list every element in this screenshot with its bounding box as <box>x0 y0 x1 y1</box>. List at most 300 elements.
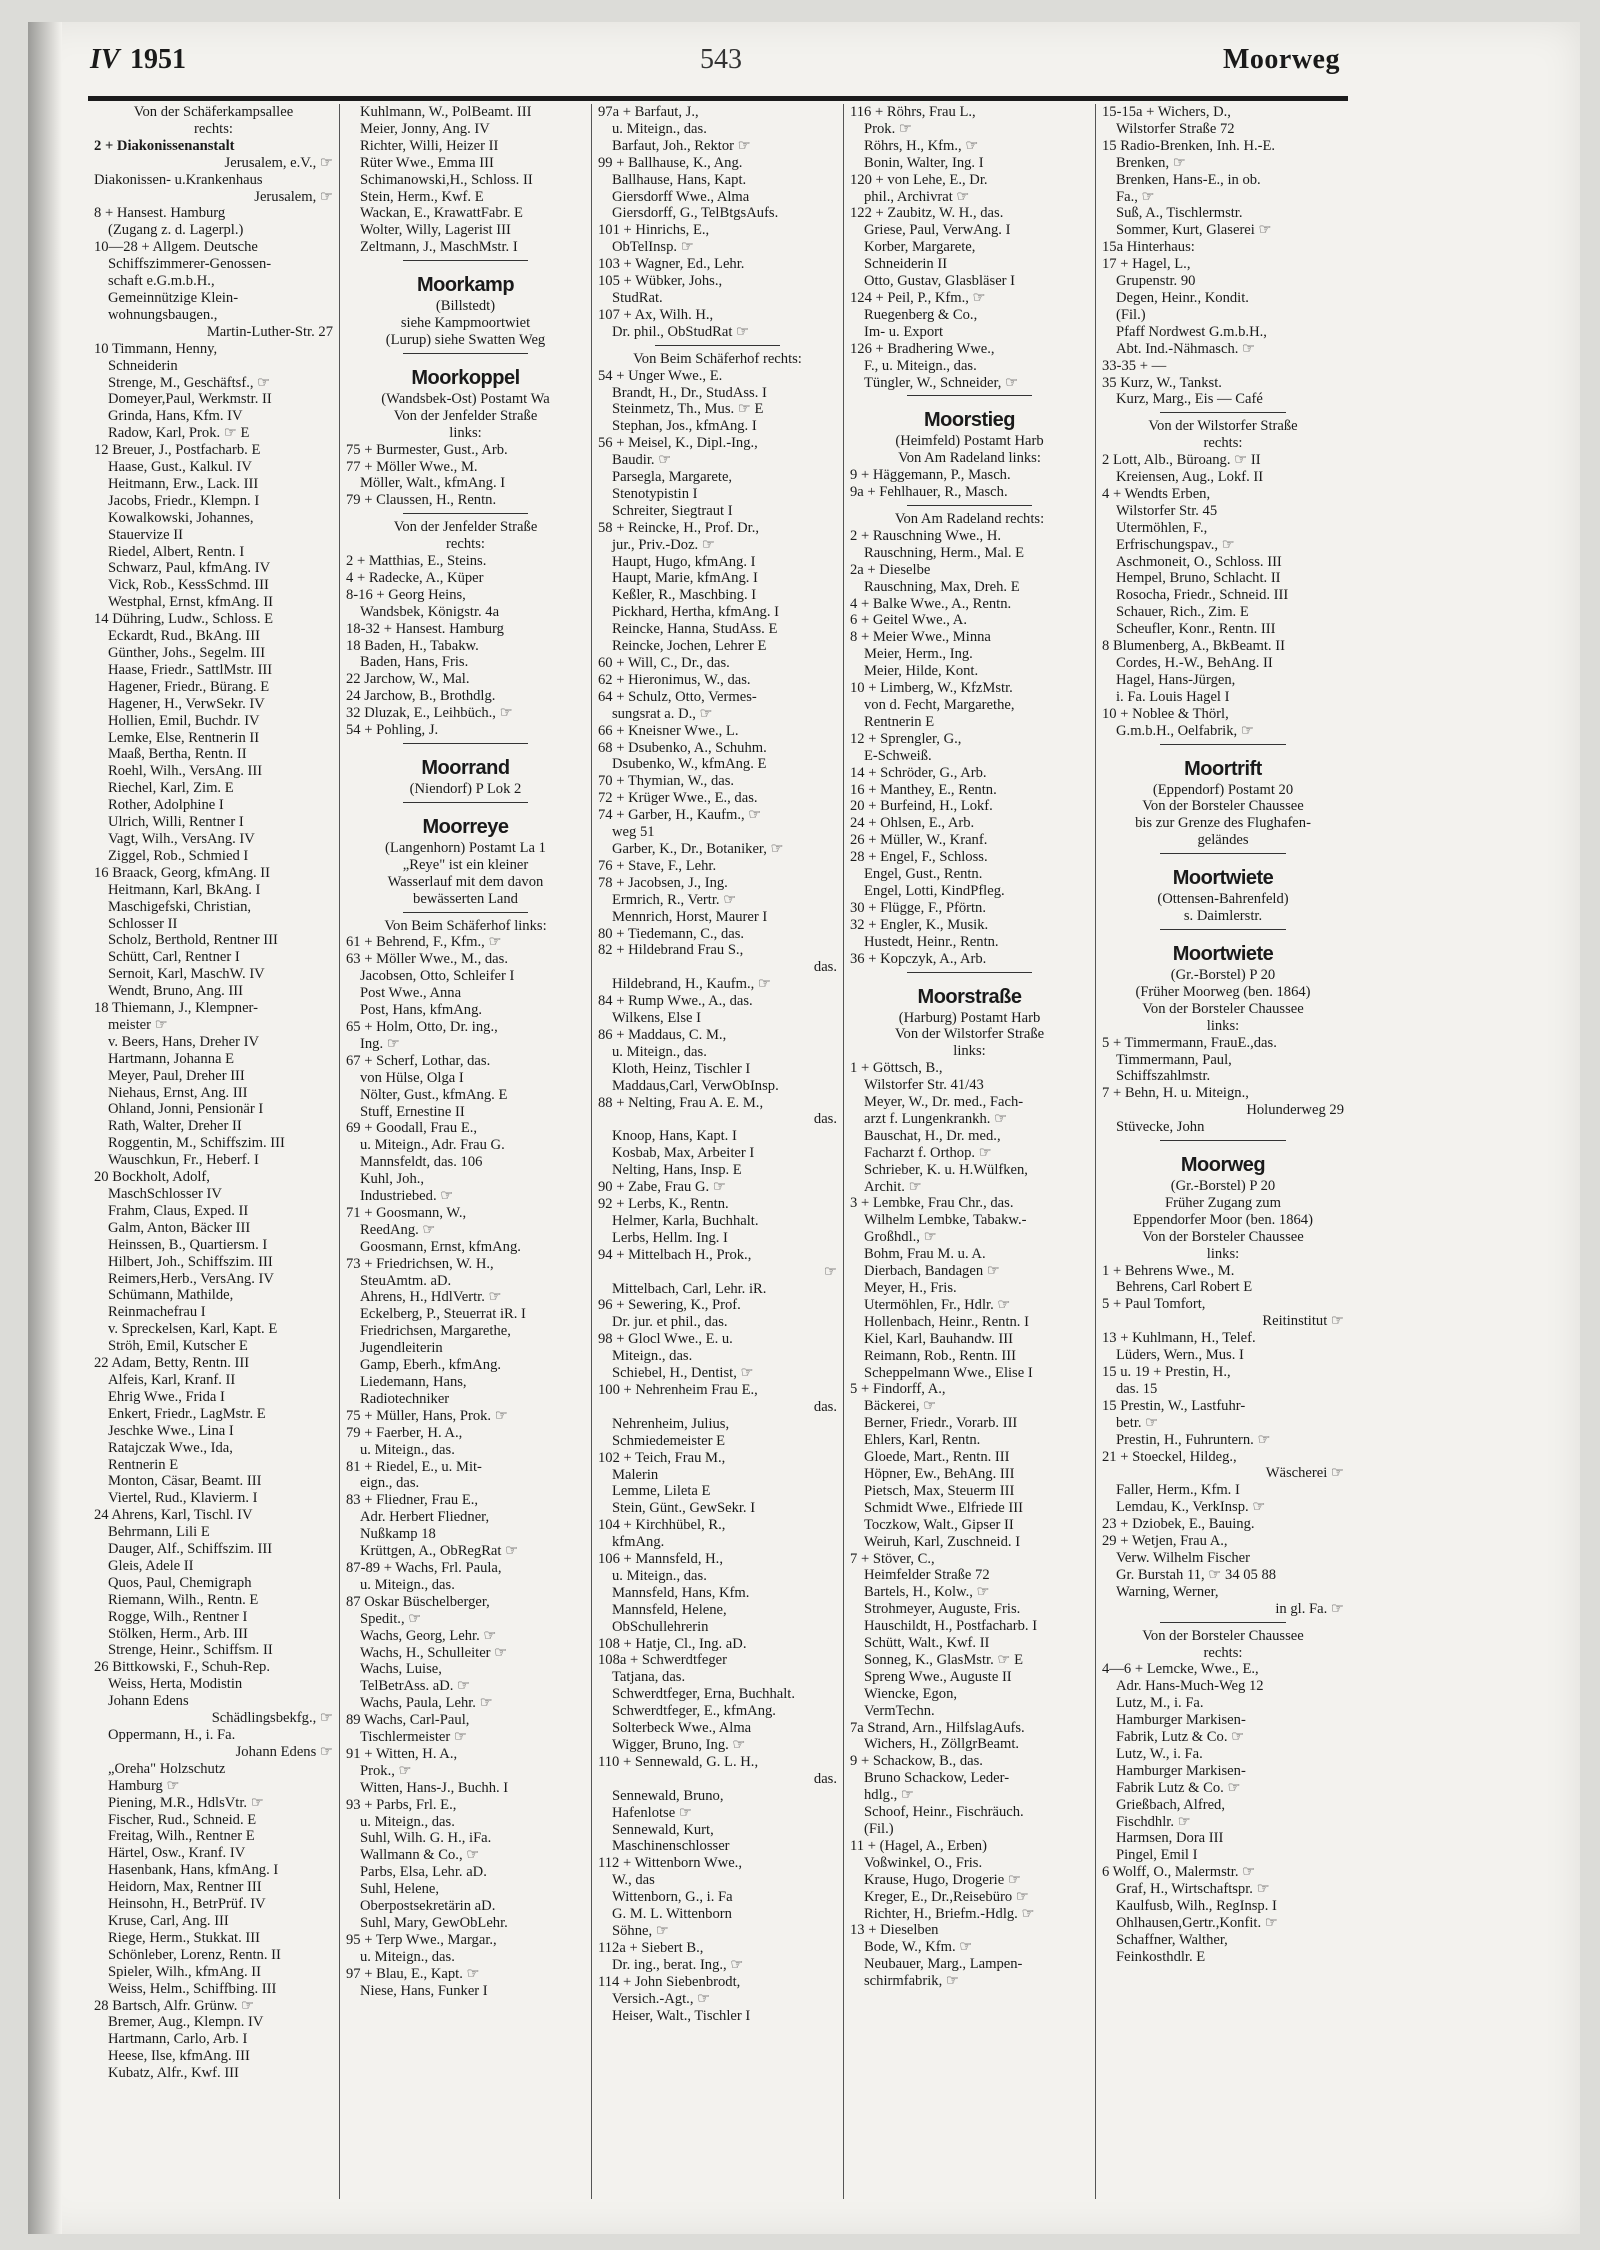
directory-entry: 18 Baden, H., Tabakw. <box>346 637 479 654</box>
directory-entry: Meyer, H., Fris. <box>864 1280 957 1296</box>
directory-entry: Riege, Herm., Stukkat. III <box>108 1929 260 1946</box>
directory-entry: Lerbs, Hellm. Ing. I <box>612 1229 728 1246</box>
directory-entry: Stüvecke, John <box>1116 1119 1205 1136</box>
directory-entry: Sennewald, Bruno, <box>612 1787 724 1804</box>
directory-entry: 24 Ahrens, Karl, Tischl. IV <box>94 1507 253 1524</box>
directory-entry: Warning, Werner, <box>1116 1583 1219 1600</box>
directory-entry: Wilhelm Lembke, Tabakw.- <box>864 1212 1027 1229</box>
directory-entry: 75 + Müller, Hans, Prok. ☞ <box>346 1407 508 1424</box>
section-note: links: <box>953 1043 986 1060</box>
directory-entry: StudRat. <box>612 289 663 306</box>
directory-entry: Röhrs, H., Kfm., ☞ <box>864 137 979 154</box>
directory-entry: 20 Bockholt, Adolf, <box>94 1169 210 1186</box>
section-note: Von der Borsteler Chaussee <box>1142 798 1304 815</box>
section-note: Von der Jenfelder Straße <box>393 519 538 536</box>
directory-entry: das. <box>813 1111 837 1128</box>
directory-entry: Bartels, H., Kolw., ☞ <box>864 1584 990 1601</box>
section-note: (Lurup) siehe Swatten Weg <box>385 331 546 348</box>
directory-entry: Ermrich, R., Vertr. ☞ <box>612 891 737 908</box>
directory-entry: Weiruh, Karl, Zuschneid. I <box>864 1533 1021 1550</box>
directory-entry: Suhl, Helene, <box>360 1881 440 1898</box>
directory-entry: 15 u. 19 + Prestin, H., <box>1102 1364 1231 1380</box>
directory-entry: Schädlingsbekfg., ☞ <box>211 1710 333 1727</box>
column-3 <box>592 104 844 2199</box>
directory-entry: E-Schweiß. <box>864 747 932 764</box>
section-note: „Reye" ist ein kleiner <box>402 856 529 873</box>
directory-entry: Timmermann, Paul, <box>1116 1051 1232 1068</box>
directory-entry: Sonneg, K., GlasMstr. ☞ E <box>864 1651 1024 1668</box>
directory-entry: Lemke, Else, Rentnerin II <box>108 729 260 746</box>
section-note: Von Am Radeland rechts: <box>894 511 1045 528</box>
directory-entry: 88 + Nelting, Frau A. E. M., <box>598 1094 764 1111</box>
directory-entry: Wichers, H., ZöllgrBeamt. <box>864 1736 1020 1753</box>
directory-entry: Kowalkowski, Johannes, <box>108 509 254 526</box>
directory-entry: Kreger, E., Dr.,Reisebüro ☞ <box>864 1888 1029 1905</box>
directory-entry: SteuAmtm. aD. <box>360 1272 452 1289</box>
section-note: (Niendorf) P Lok 2 <box>409 781 522 797</box>
directory-entry: 21 + Stoeckel, Hildeg., <box>1102 1448 1237 1465</box>
directory-entry: das. <box>813 1398 837 1415</box>
directory-entry: sungsrat a. D., ☞ <box>612 705 713 722</box>
directory-entry: ReedAng. ☞ <box>360 1221 436 1238</box>
section-note: links: <box>449 424 482 441</box>
directory-entry: Höpner, Ew., BehAng. III <box>864 1465 1015 1482</box>
directory-entry: Fischer, Rud., Schneid. E <box>108 1811 257 1828</box>
directory-entry: in gl. Fa. ☞ <box>1275 1600 1344 1617</box>
section-note: (Heimfeld) Postamt Harb <box>895 433 1044 450</box>
section-divider <box>1102 1136 1344 1146</box>
directory-entry: 16 Braack, Georg, kfmAng. II <box>94 864 271 881</box>
section-note: (Billstedt) <box>435 298 496 315</box>
directory-entry: 9a + Fehlhauer, R., Masch. <box>850 484 1008 501</box>
directory-entry: Westphal, Ernst, kfmAng. II <box>108 594 273 611</box>
directory-entry: Wilstorfer Straße 72 <box>1116 120 1235 137</box>
directory-entry: 79 + Claussen, H., Rentn. <box>346 492 497 509</box>
directory-entry: arzt f. Lungenkrankh. ☞ <box>864 1110 1008 1127</box>
directory-entry: Schmidt Wwe., Elfriede III <box>864 1499 1023 1516</box>
section-note: Von der Wilstorfer Straße <box>894 1026 1045 1043</box>
directory-entry: Rentnerin E <box>864 713 935 730</box>
directory-entry: (Fil.) <box>864 1821 894 1837</box>
section-divider <box>1102 925 1344 935</box>
directory-entry: das. <box>813 1770 837 1787</box>
directory-entry: Scheufler, Konr., Rentn. III <box>1116 621 1276 638</box>
directory-entry: Bode, W., Kfm. ☞ <box>864 1939 973 1956</box>
directory-entry: Freitag, Wilh., Rentner E <box>108 1828 255 1845</box>
directory-entry: 26 Bittkowski, F., Schuh-Rep. <box>94 1659 270 1676</box>
directory-entry: 26 + Müller, W., Kranf. <box>850 832 988 849</box>
section-note: rechts: <box>194 120 233 137</box>
directory-entry: Schreiter, Siegtraut I <box>612 502 733 519</box>
directory-entry: Nußkamp 18 <box>360 1526 436 1543</box>
directory-entry: 97 + Blau, E., Kapt. ☞ <box>346 1965 480 1982</box>
directory-entry: Wiencke, Egon, <box>864 1685 958 1702</box>
directory-entry: Kaulfusb, Wilh., RegInsp. I <box>1116 1898 1277 1915</box>
directory-entry: Giersdorff Wwe., Alma <box>612 188 750 205</box>
directory-entry: ObTelInsp. ☞ <box>612 239 694 256</box>
directory-entry: Ehrig Wwe., Frida I <box>108 1388 225 1405</box>
section-note: (Gr.-Borstel) P 20 <box>1170 1178 1276 1195</box>
directory-entry: 4 + Wendts Erben, <box>1102 485 1211 502</box>
directory-entry: 33-35 + — <box>1102 357 1167 374</box>
directory-entry: 108 + Hatje, Cl., Ing. aD. <box>598 1635 747 1652</box>
directory-entry: 80 + Tiedemann, C., das. <box>598 925 745 942</box>
directory-entry: u. Miteign., das. <box>612 1043 707 1060</box>
directory-entry: MaschSchlosser IV <box>108 1186 222 1202</box>
directory-entry: Meier, Hilde, Kont. <box>864 663 979 680</box>
directory-entry: 15 Prestin, W., Lastfuhr- <box>1102 1397 1246 1414</box>
directory-entry: 7 + Stöver, C., <box>850 1550 935 1567</box>
street-heading: Moorstraße <box>917 985 1022 1008</box>
directory-entry: Radiotechniker <box>360 1390 450 1407</box>
directory-entry: Jerusalem, ☞ <box>254 188 333 205</box>
directory-entry: 91 + Witten, H. A., <box>346 1745 458 1762</box>
directory-entry: Bruno Schackow, Leder- <box>864 1770 1010 1787</box>
section-note: Von der Wilstorfer Straße <box>1148 418 1298 435</box>
directory-entry: Sennewald, Kurt, <box>612 1821 714 1838</box>
directory-entry: Kosbab, Max, Arbeiter I <box>612 1145 755 1162</box>
section-divider <box>850 968 1089 978</box>
directory-entry: 90 + Zabe, Frau G. ☞ <box>598 1179 726 1196</box>
directory-entry: 101 + Hinrichs, E., <box>598 222 710 239</box>
directory-entry: kfmAng. <box>612 1534 665 1551</box>
directory-entry: Spreng Wwe., Auguste II <box>864 1668 1012 1685</box>
directory-entry: Pietsch, Max, Steuerm III <box>864 1482 1015 1499</box>
directory-entry: Stein, Günt., GewSekr. I <box>612 1500 756 1517</box>
directory-entry: 11 + (Hagel, A., Erben) <box>850 1837 987 1854</box>
directory-entry: Rosocha, Friedr., Schneid. III <box>1116 587 1289 604</box>
directory-entry: Harmsen, Dora III <box>1116 1830 1224 1847</box>
section-divider <box>1102 1618 1344 1628</box>
directory-entry: Bauschat, H., Dr. med., <box>864 1127 1001 1144</box>
directory-entry: v. Spreckelsen, Karl, Kapt. E <box>108 1321 278 1338</box>
directory-entry: Heinssen, B., Quartiersm. I <box>108 1236 268 1253</box>
directory-entry: 4—6 + Lemcke, Wwe., E., <box>1102 1661 1259 1678</box>
directory-entry: 126 + Bradhering Wwe., <box>850 340 995 357</box>
directory-entry: Reincke, Hanna, StudAss. E <box>612 621 778 638</box>
directory-entry: Jugendleiterin <box>360 1340 443 1357</box>
directory-entry: Garber, K., Dr., Botaniker, ☞ <box>612 840 784 857</box>
directory-entry: 22 Jarchow, W., Mal. <box>346 671 470 688</box>
directory-columns <box>88 104 1350 2199</box>
directory-entry: 77 + Möller Wwe., M. <box>346 458 478 475</box>
directory-entry: wohnungsbaugen., <box>108 306 218 323</box>
directory-entry: Heimfelder Straße 72 <box>864 1567 990 1584</box>
directory-entry: Enkert, Friedr., LagMstr. E <box>108 1405 266 1422</box>
directory-entry: Riechel, Karl, Zim. E <box>108 780 234 797</box>
directory-entry: 1 + Göttsch, B., <box>850 1060 943 1077</box>
directory-entry: Oberpostsekretärin aD. <box>360 1898 496 1915</box>
section-divider <box>598 341 837 351</box>
section-note: Von der Schäferkampsallee <box>133 104 294 120</box>
directory-entry: 93 + Parbs, Frl. E., <box>346 1796 457 1813</box>
directory-entry: VermTechn. <box>864 1702 935 1719</box>
directory-entry: 116 + Röhrs, Frau L., <box>850 104 976 120</box>
directory-entry: Stein, Herm., Kwf. E <box>360 188 484 205</box>
section-note: s. Daimlerstr. <box>1183 908 1263 925</box>
directory-entry: 30 + Flügge, F., Pförtn. <box>850 899 986 916</box>
directory-entry: Grupenstr. 90 <box>1116 273 1196 290</box>
directory-entry: 67 + Scherf, Lothar, das. <box>346 1052 491 1069</box>
directory-entry: 8 + Meier Wwe., Minna <box>850 629 991 646</box>
directory-entry: Baden, Hans, Fris. <box>360 654 469 671</box>
directory-entry: Schauer, Rich., Zim. E <box>1116 604 1249 621</box>
directory-entry: 65 + Holm, Otto, Dr. ing., <box>346 1018 498 1035</box>
directory-entry: i. Fa. Louis Hagel I <box>1116 688 1230 705</box>
directory-entry: Heiser, Walt., Tischler I <box>612 2007 751 2024</box>
directory-entry: Heese, Ilse, kfmAng. III <box>108 2048 250 2065</box>
directory-entry: G. M. L. Wittenborn <box>612 1906 732 1923</box>
directory-entry: Ahrens, H., HdlVertr. ☞ <box>360 1289 502 1306</box>
directory-entry: 83 + Fliedner, Frau E., <box>346 1492 479 1509</box>
directory-entry: Wäscherei ☞ <box>1265 1465 1344 1482</box>
directory-entry: 15 Radio-Brenken, Inh. H.-E. <box>1102 137 1276 154</box>
directory-entry: 10 Timmann, Henny, <box>94 340 218 357</box>
directory-entry: Günther, Johs., Segelm. III <box>108 645 266 661</box>
section-note: siehe Kampmoortwiet <box>400 315 531 332</box>
section-divider <box>346 908 585 918</box>
directory-entry: Krüttgen, A., ObRegRat ☞ <box>360 1543 519 1560</box>
directory-entry: Fabrik, Lutz & Co. ☞ <box>1116 1729 1245 1746</box>
directory-entry: 2 + Rauschning Wwe., H. <box>850 527 1002 544</box>
directory-entry: Strenge, Heinr., Schiffsm. II <box>108 1642 273 1659</box>
directory-entry: Kuhlmann, W., PolBeamt. III <box>360 104 532 120</box>
directory-entry: Schwerdtfeger, E., kfmAng. <box>612 1703 776 1720</box>
section-note: (Gr.-Borstel) P 20 <box>1170 966 1276 983</box>
directory-entry: Niehaus, Ernst, Ang. III <box>108 1084 248 1101</box>
directory-entry: 4 + Radecke, A., Küper <box>346 569 484 586</box>
section-note: Von der Borsteler Chaussee <box>1142 1000 1304 1017</box>
directory-entry: 9 + Schackow, B., das. <box>850 1753 983 1770</box>
running-head-street: Moorweg <box>1222 44 1340 75</box>
directory-entry: Post, Hans, kfmAng. <box>360 1002 483 1019</box>
directory-entry: Piening, M.R., HdlsVtr. ☞ <box>108 1794 264 1811</box>
directory-entry: 14 Dühring, Ludw., Schloss. E <box>94 611 274 628</box>
street-heading: Moorreye <box>422 815 509 838</box>
directory-entry: Lutz, M., i. Fa. <box>1116 1695 1204 1712</box>
directory-entry: Baudir. ☞ <box>612 452 672 469</box>
directory-entry: 68 + Dsubenko, A., Schuhm. <box>598 739 767 756</box>
directory-entry: 6 + Geitel Wwe., A. <box>850 612 967 629</box>
directory-entry: 58 + Reincke, H., Prof. Dr., <box>598 519 760 536</box>
directory-entry: 94 + Mittelbach H., Prok., <box>598 1246 752 1263</box>
directory-entry: Härtel, Osw., Kranf. IV <box>108 1845 246 1862</box>
directory-entry: Schoof, Heinr., Fischräuch. <box>864 1804 1024 1821</box>
directory-entry: Feinkosthdlr. E <box>1116 1948 1206 1965</box>
directory-entry: Im- u. Export <box>864 323 944 340</box>
directory-entry: 13 + Dieselben <box>850 1922 939 1939</box>
directory-entry: Meyer, W., Dr. med., Fach- <box>864 1094 1024 1111</box>
directory-entry: Schönleber, Lorenz, Rentn. II <box>108 1946 281 1963</box>
directory-entry: 122 + Zaubitz, W. H., das. <box>850 205 1004 222</box>
directory-entry: 98 + Glocl Wwe., E. u. <box>598 1331 733 1348</box>
directory-entry: Sernoit, Karl, MaschW. IV <box>108 966 265 983</box>
street-heading: Moorkamp <box>416 274 515 297</box>
directory-entry: Heinsohn, H., BetrPrüf. IV <box>108 1896 266 1913</box>
section-divider <box>346 739 585 749</box>
directory-entry: Alfeis, Karl, Kranf. II <box>108 1371 236 1388</box>
section-note: (Harburg) Postamt Harb <box>898 1009 1041 1026</box>
directory-entry: Suhl, Wilh. G. H., iFa. <box>360 1830 492 1847</box>
directory-entry: Solterbeck Wwe., Alma <box>612 1720 752 1737</box>
directory-entry: Hustedt, Heinr., Rentn. <box>864 933 999 950</box>
directory-entry: Spedit., ☞ <box>360 1610 422 1627</box>
directory-entry: Maddaus,Carl, VerwObInsp. <box>612 1077 779 1094</box>
directory-entry: das. 15 <box>1116 1380 1158 1397</box>
directory-entry: Kloth, Heinz, Tischler I <box>612 1060 751 1077</box>
directory-entry: Meier, Jonny, Ang. IV <box>360 120 490 137</box>
directory-entry: 6 Wolff, O., Malermstr. ☞ <box>1102 1864 1256 1881</box>
street-heading: Moorweg <box>1180 1154 1266 1177</box>
directory-entry: Schneiderin <box>108 357 178 374</box>
directory-entry: Miteign., das. <box>612 1348 693 1365</box>
directory-entry: 10 + Limberg, W., KfzMstr. <box>850 680 1013 697</box>
directory-entry: 2 + Matthias, E., Steins. <box>346 553 487 570</box>
directory-entry: Wachs, Paula, Lehr. ☞ <box>360 1695 493 1712</box>
directory-entry: Suhl, Mary, GewObLehr. <box>360 1915 508 1931</box>
directory-entry: Heidorn, Max, Rentner III <box>108 1879 262 1896</box>
volume-label: IV <box>90 44 120 75</box>
directory-entry: Richter, Willi, Heizer II <box>360 137 499 154</box>
directory-entry: Kruse, Carl, Ang. III <box>108 1912 229 1929</box>
directory-entry: Graf, H., Wirtschaftspr. ☞ <box>1116 1881 1270 1898</box>
section-note: rechts: <box>446 536 485 553</box>
directory-entry: Tatjana, das. <box>612 1669 686 1686</box>
directory-entry: Sommer, Kurt, Glaserei ☞ <box>1116 222 1272 239</box>
directory-entry: Maschigefski, Christian, <box>108 898 252 915</box>
section-note: Von der Borsteler Chaussee <box>1142 1627 1304 1644</box>
directory-entry: 87-89 + Wachs, Frl. Paula, <box>346 1559 502 1576</box>
directory-entry: Kurz, Marg., Eis — Café <box>1116 391 1263 408</box>
directory-entry: 12 Breuer, J., Postfacharb. E <box>94 442 261 459</box>
directory-entry: Grießbach, Alfred, <box>1116 1796 1226 1813</box>
directory-entry: Bonin, Walter, Ing. I <box>864 154 984 171</box>
directory-entry: Friedrichsen, Margarethe, <box>360 1323 511 1340</box>
directory-entry: Pingel, Emil I <box>1116 1847 1198 1864</box>
directory-entry: TelBetrAss. aD. ☞ <box>360 1678 471 1695</box>
directory-entry: Ziggel, Rob., Schmied I <box>108 847 249 864</box>
directory-entry: 114 + John Siebenbrodt, <box>598 1973 741 1990</box>
directory-entry: Reimers,Herb., VersAng. IV <box>108 1270 274 1287</box>
directory-entry: 15-15a + Wichers, D., <box>1102 104 1231 120</box>
directory-entry: Großhdl., ☞ <box>864 1229 937 1246</box>
directory-entry: Ratajczak Wwe., Ida, <box>108 1439 233 1456</box>
directory-entry: Dr. jur. et phil., das. <box>612 1314 728 1331</box>
directory-entry: 35 Kurz, W., Tankst. <box>1102 374 1222 391</box>
directory-entry: u. Miteign., das. <box>360 1441 455 1458</box>
directory-entry: Dr. ing., berat. Ing., ☞ <box>612 1956 744 1973</box>
section-note: (Langenhorn) Postamt La 1 <box>385 839 546 856</box>
street-heading: Moortwiete <box>1172 942 1274 965</box>
directory-entry: Tischlermeister ☞ <box>360 1729 467 1746</box>
directory-entry: Dsubenko, W., kfmAng. E <box>612 756 767 773</box>
directory-entry: Prestin, H., Fuhruntern. ☞ <box>1116 1431 1271 1448</box>
section-note: Von Am Radeland links: <box>898 450 1041 467</box>
section-note: rechts: <box>1203 435 1243 452</box>
directory-entry: 29 + Wetjen, Frau A., <box>1102 1533 1228 1550</box>
directory-entry: 97a + Barfaut, J., <box>598 104 699 120</box>
directory-entry: Faller, Herm., Kfm. I <box>1116 1482 1240 1499</box>
directory-entry: Gemeinnützige Klein- <box>108 289 239 306</box>
directory-entry: Jacobs, Friedr., Klempn. I <box>108 492 260 509</box>
directory-entry: Archit. ☞ <box>864 1178 922 1195</box>
directory-entry: Richter, H., Briefm.-Hdlg. ☞ <box>864 1905 1035 1922</box>
section-note: geländes <box>1197 832 1249 849</box>
directory-entry: Riedel, Albert, Rentn. I <box>108 543 245 560</box>
directory-entry: Nelting, Hans, Insp. E <box>612 1162 742 1179</box>
directory-entry: 62 + Hieronimus, W., das. <box>598 671 751 688</box>
directory-entry: Versich.-Agt., ☞ <box>612 1990 711 2007</box>
directory-entry: Toczkow, Walt., Gipser II <box>864 1516 1014 1533</box>
directory-entry: Post Wwe., Anna <box>360 985 462 1002</box>
directory-entry: Söhne, ☞ <box>612 1922 669 1939</box>
directory-entry: Galm, Anton, Bäcker III <box>108 1219 251 1236</box>
directory-entry: Schimanowski,H., Schloss. II <box>360 171 533 188</box>
book-spine <box>28 22 62 2234</box>
directory-entry: Eckelberg, P., Steuerrat iR. I <box>360 1306 526 1323</box>
year-label: 1951 <box>130 44 186 75</box>
directory-entry: 102 + Teich, Frau M., <box>598 1449 726 1466</box>
section-note: Von Beim Schäferhof rechts: <box>633 350 802 367</box>
page-header <box>90 44 1340 90</box>
directory-entry: Otto, Gustav, Glasbläser I <box>864 273 1016 290</box>
directory-entry: Schaffner, Walther, <box>1116 1931 1228 1948</box>
directory-entry: Wachs, H., Schulleiter ☞ <box>360 1644 508 1661</box>
directory-entry: Engel, Gust., Rentn. <box>864 866 983 883</box>
directory-entry: Gleis, Adele II <box>108 1557 194 1574</box>
column-4 <box>844 104 1096 2199</box>
directory-entry: Hamburger Markisen- <box>1116 1762 1246 1779</box>
section-note: (Ottensen-Bahrenfeld) <box>1157 891 1289 908</box>
directory-entry: Ströh, Emil, Kutscher E <box>108 1338 248 1355</box>
directory-entry: Hagener, H., VerwSekr. IV <box>108 695 265 712</box>
directory-entry: Neubauer, Marg., Lampen- <box>864 1956 1023 1973</box>
directory-entry: Hagener, Friedr., Bürang. E <box>108 678 270 695</box>
directory-entry: Hollenbach, Heinr., Rentn. I <box>864 1313 1029 1330</box>
directory-entry: 120 + von Lehe, E., Dr. <box>850 171 988 188</box>
street-heading: Moortwiete <box>1172 867 1274 890</box>
directory-entry: 105 + Wübker, Johs., <box>598 273 723 290</box>
directory-entry: Maaß, Bertha, Rentn. II <box>108 746 247 763</box>
directory-entry: 112a + Siebert B., <box>598 1939 704 1956</box>
directory-entry: Schümann, Mathilde, <box>108 1287 234 1304</box>
directory-entry: Reincke, Jochen, Lehrer E <box>612 638 767 655</box>
directory-entry: 7a Strand, Arn., HilfslagAufs. <box>850 1719 1025 1736</box>
directory-entry: Wigger, Bruno, Ing. ☞ <box>612 1737 746 1753</box>
directory-entry: Hagel, Hans-Jürgen, <box>1116 671 1236 688</box>
directory-entry: Stenotypistin I <box>612 485 698 502</box>
directory-entry: Krause, Hugo, Drogerie ☞ <box>864 1871 1021 1888</box>
directory-entry: Kubatz, Alfr., Kwf. III <box>108 2065 239 2082</box>
directory-entry: Stauervize II <box>108 526 183 543</box>
directory-entry: Stephan, Jos., kfmAng. I <box>612 418 757 435</box>
directory-entry: Eckardt, Rud., BkAng. III <box>108 628 260 645</box>
directory-entry: Bremer, Aug., Klempn. IV <box>108 2014 264 2031</box>
directory-entry: 110 + Sennewald, G. L. H., <box>598 1753 759 1770</box>
directory-entry: Fa., ☞ <box>1116 188 1155 205</box>
directory-entry: Hartmann, Carlo, Arb. I <box>108 2031 248 2048</box>
directory-entry: Viertel, Rud., Klavierm. I <box>108 1490 258 1507</box>
directory-entry: Vick, Rob., KessSchmd. III <box>108 577 269 594</box>
directory-entry: Tüngler, W., Schneider, ☞ <box>864 374 1019 391</box>
column-2 <box>340 104 592 2199</box>
directory-entry: 5 + Paul Tomfort, <box>1102 1296 1206 1313</box>
directory-entry: Gloede, Mart., Rentn. III <box>864 1449 1010 1466</box>
directory-entry: Hilbert, Joh., Schiffszim. III <box>108 1253 273 1270</box>
directory-entry: Nölter, Gust., kfmAng. E <box>360 1086 508 1103</box>
directory-entry: 2a + Dieselbe <box>850 561 931 578</box>
directory-entry: Wilstorfer Str. 41/43 <box>864 1077 984 1094</box>
